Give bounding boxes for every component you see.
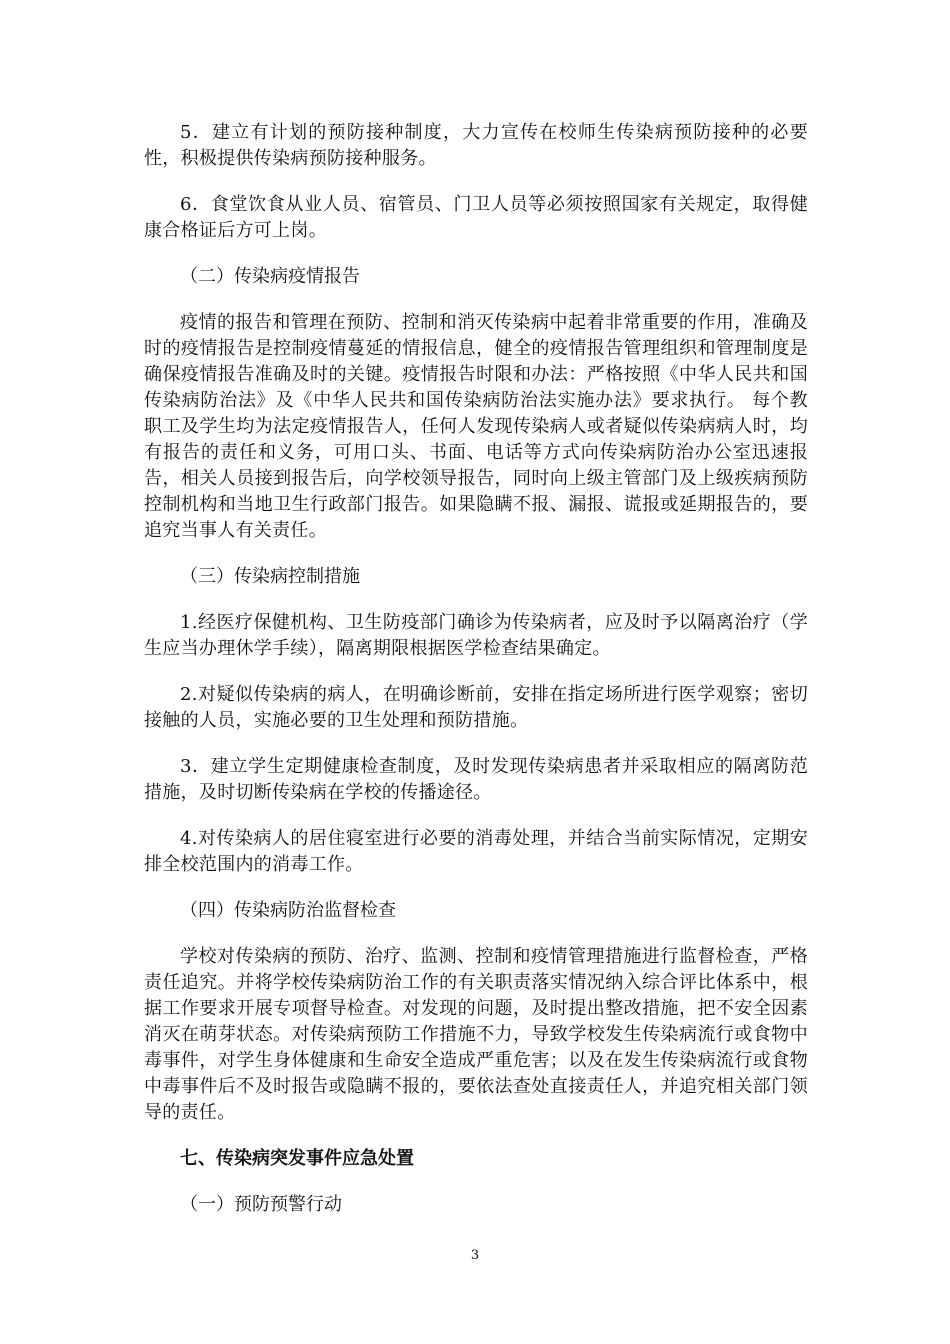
document-body: [144, 120, 808, 1238]
paragraph-epidemic-report: 疫情的报告和管理在预防、控制和消灭传染病中起着非常重要的作用，准确及时的疫情报告是控制疫情蔓延的情报信息，健全的疫情报告管理组织和管理制度是确保疫情报告准确及时的关键。疫情报告时限和办法：严格按照《中华人民共和国传染病防治法》及《中华人民共和国传染病防治法实施办法》要求执行。 每个教职工及学生均为法定疫情报告人，任何人发现传染病人或者疑似传染病病人时，均有报告的责任和义务，可用口头、书面、电话等方式向传染病防治办公室迅速报告，相关人员接到报告后，向学校领导报告，同时向上级主管部门及上级疾病预防控制机构和当地卫生行政部门报告。如果隐瞒不报、漏报、谎报或延期报告的，要追究当事人有关责任。: [144, 312, 808, 541]
section-heading-control-measures: （三）传染病控制措施: [180, 566, 360, 587]
paragraph-supervision: 学校对传染病的预防、治疗、监测、控制和疫情管理措施进行监督检查，严格责任追究。并将学校传染病防治工作的有关职责落实情况纳入综合评比体系中，根据工作要求开展专项督导检查。对发现的问题，及时提出整改措施，把不安全因素消灭在萌芽状态。对传染病预防工作措施不力，导致学校发生传染病流行或食物中毒事件，对学生身体健康和生命安全造成严重危害；以及在发生传染病流行或食物中毒事件后不及时报告或隐瞒不报的，要依法查处直接责任人，并追究相关部门领导的责任。: [144, 946, 808, 1123]
paragraph-item-5: 5．建立有计划的预防接种制度，大力宣传在校师生传染病预防接种的必要性，积极提供传染病预防接种服务。: [144, 122, 808, 169]
paragraph-control-3: 3．建立学生定期健康检查制度，及时发现传染病患者并采取相应的隔离防范措施，及时切断传染病在学校的传播途径。: [144, 756, 808, 803]
section-heading-epidemic-report: （二）传染病疫情报告: [180, 266, 360, 287]
paragraph-control-4: 4.对传染病人的居住寝室进行必要的消毒处理，并结合当前实际情况，定期安排全校范围内的消毒工作。: [144, 828, 808, 875]
paragraph-control-2: 2.对疑似传染病的病人，在明确诊断前，安排在指定场所进行医学观察；密切接触的人员，实施必要的卫生处理和预防措施。: [144, 684, 808, 731]
chapter-heading-emergency: 七、传染病突发事件应急处置: [180, 1148, 414, 1169]
paragraph-control-1: 1.经医疗保健机构、卫生防疫部门确诊为传染病者，应及时予以隔离治疗（学生应当办理休学手续），隔离期限根据医学检查结果确定。: [144, 612, 808, 659]
page-number: 3: [470, 1248, 480, 1263]
paragraph-item-6: 6．食堂饮食从业人员、宿管员、门卫人员等必须按照国家有关规定，取得健康合格证后方可上岗。: [144, 194, 808, 241]
section-heading-prevention-warning: （一）预防预警行动: [180, 1194, 342, 1215]
section-heading-supervision: （四）传染病防治监督检查: [180, 900, 396, 921]
